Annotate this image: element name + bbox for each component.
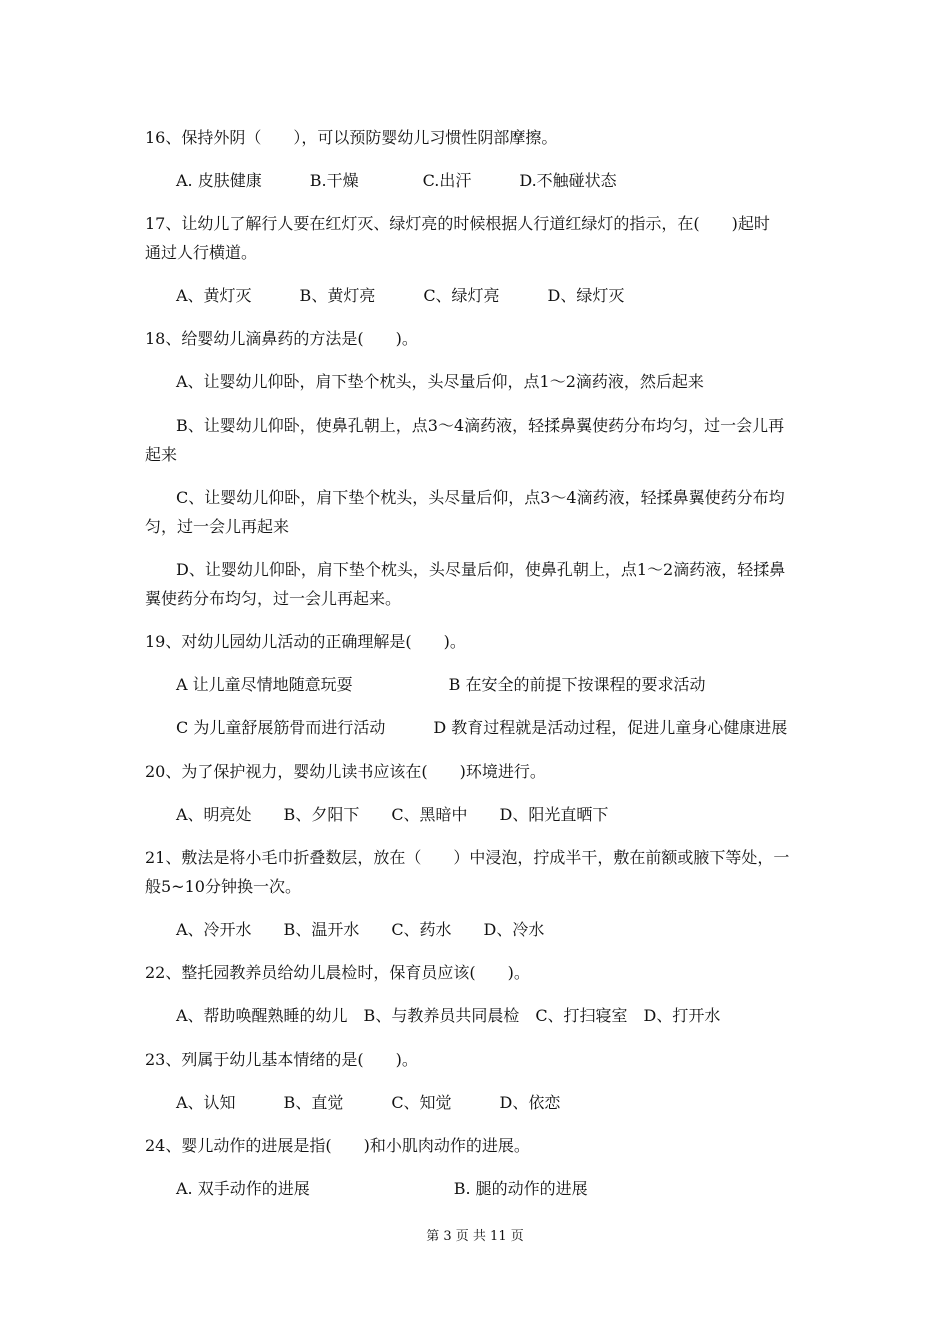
question-16-stem: 16、保持外阴（ ），可以预防婴幼儿习惯性阴部摩擦。 (145, 128, 558, 147)
question-18-option-c-line1: C、让婴幼儿仰卧，肩下垫个枕头，头尽量后仰，点3～4滴药液，轻揉鼻翼使药分布均 (176, 488, 785, 507)
question-20-stem: 20、为了保护视力，婴幼儿读书应该在( )环境进行。 (145, 762, 546, 781)
question-20-options: A、明亮处 B、夕阳下 C、黑暗中 D、阳光直晒下 (176, 805, 609, 824)
question-18-option-b-line2: 起来 (145, 445, 178, 464)
question-19-options-row2: C 为儿童舒展筋骨而进行活动 D 教育过程就是活动过程，促进儿童身心健康进展 (176, 718, 788, 737)
question-18-option-b-line1: B、让婴幼儿仰卧，使鼻孔朝上，点3～4滴药液，轻揉鼻翼使药分布均匀，过一会儿再 (176, 416, 785, 435)
question-18-stem: 18、给婴幼儿滴鼻药的方法是( )。 (145, 329, 418, 348)
question-24-options: A. 双手动作的进展 B. 腿的动作的进展 (176, 1179, 588, 1198)
question-18-option-d-line1: D、让婴幼儿仰卧，肩下垫个枕头，头尽量后仰，使鼻孔朝上，点1～2滴药液，轻揉鼻 (176, 560, 786, 579)
question-18-option-d-line2: 翼使药分布均匀，过一会儿再起来。 (145, 589, 402, 608)
question-23-stem: 23、列属于幼儿基本情绪的是( )。 (145, 1050, 418, 1069)
question-24-stem: 24、婴儿动作的进展是指( )和小肌肉动作的进展。 (145, 1136, 530, 1155)
question-23-options: A、认知 B、直觉 C、知觉 D、依恋 (176, 1093, 561, 1112)
question-17-options: A、黄灯灭 B、黄灯亮 C、绿灯亮 D、绿灯灭 (176, 286, 625, 305)
question-18-option-a: A、让婴幼儿仰卧，肩下垫个枕头，头尽量后仰，点1～2滴药液，然后起来 (176, 372, 704, 391)
question-18-option-c-line2: 匀，过一会儿再起来 (145, 517, 290, 536)
question-17-stem-line1: 17、让幼儿了解行人要在红灯灭、绿灯亮的时候根据人行道红绿灯的指示，在( )起时 (145, 214, 770, 233)
question-19-stem: 19、对幼儿园幼儿活动的正确理解是( )。 (145, 632, 466, 651)
question-22-options: A、帮助唤醒熟睡的幼儿 B、与教养员共同晨检 C、打扫寝室 D、打开水 (176, 1006, 721, 1025)
question-21-stem-line2: 般5~10分钟换一次。 (145, 877, 301, 896)
question-21-stem-line1: 21、敷法是将小毛巾折叠数层，放在（ ）中浸泡，拧成半干，敷在前额或腋下等处，一 (145, 848, 790, 867)
question-21-options: A、冷开水 B、温开水 C、药水 D、冷水 (176, 920, 545, 939)
question-16-options: A. 皮肤健康 B.干燥 C.出汗 D.不触碰状态 (176, 171, 617, 190)
page-number-footer: 第 3 页 共 11 页 (426, 1229, 524, 1244)
question-22-stem: 22、整托园教养员给幼儿晨检时，保育员应该( )。 (145, 963, 530, 982)
question-19-options-row1: A 让儿童尽情地随意玩耍 B 在安全的前提下按课程的要求活动 (176, 675, 706, 694)
question-17-stem-line2: 通过人行横道。 (145, 243, 258, 262)
